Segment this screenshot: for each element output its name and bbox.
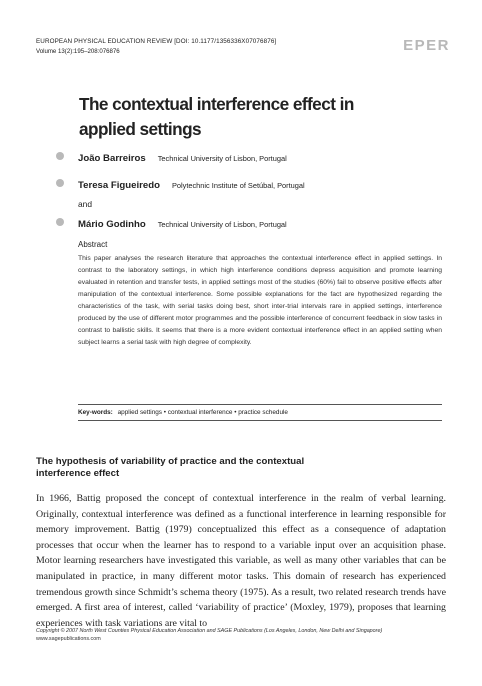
bullet-icon [56,152,64,160]
bullet-icon [56,179,64,187]
author-name: Teresa Figueiredo [78,180,160,191]
journal-header [36,37,446,57]
abstract-text: This paper analyses the research literature that approaches the contextual interference effect in applied settings. In contrast to the laboratory settings, in which high interference conditions depress acquisition and promote learning evaluated in retention and transfer tests, in applied settings most of the studies (60%) fail to observe positive effects after manipulation of the contextual interference. Some possible explanations for the fact are hypothesized regarding the characteristics of the task, with serial tasks doing best, short inter-trial intervals rare in applied settings, interference produced by the use of different motor programmes and the possible interference of concurrent feedback in slow tasks in contrast to ballistic skills. It seems that there is a more evident contextual interference effect in an applied setting when subject learns a serial task with high degree of complexity. [78,255,442,346]
section-body: In 1966, Battig proposed the concept of contextual interference in the realm of verbal learning. Originally, contextual interference was defined as a functional interference in learning responsible for memory improvement. Battig (1979) conceptualized this effect as a consequence of adaptation processes that occur when the learner has to respond to a variable input over an acquisition phase. Motor learning researchers have investigated this variable, as well as many other variables that can be manipulated in practice, in many different motor tasks. This domain of research has experienced tremendous growth since Schmidt’s schema theory (1975). As a result, two related research trends have emerged. A first area of interest, called ‘variability of practice’ (Moxley, 1979), proposes that learning experiences with task variations are vital to [36,493,446,629]
section-heading: The hypothesis of variability of practice and the contextual interference effect [36,456,305,479]
journal-citation: EUROPEAN PHYSICAL EDUCATION REVIEW [DOI: 10.1177/1356336X07076876] [36,38,277,45]
journal-logo: EPER [403,37,450,54]
author-affiliation: Technical University of Lisbon, Portugal [157,220,287,229]
author-name: Mário Godinho [78,219,146,230]
keywords-text: applied settings • contextual interference • practice schedule [117,409,288,416]
author-affiliation: Technical University of Lisbon, Portugal [157,154,287,163]
author-row-3 [56,219,287,230]
keywords-label: Key-words: [78,409,113,416]
bullet-icon [56,218,64,226]
author-affiliation: Polytechnic Institute of Setúbal, Portugal [171,181,305,190]
publisher-url[interactable]: www.sagepublications.com [36,635,101,642]
author-row-1 [56,153,287,164]
article-title: The contextual interference effect in applied settings [79,94,354,139]
keywords-box [78,404,442,421]
abstract-heading: Abstract [78,240,108,249]
footer [36,628,446,643]
author-name: João Barreiros [78,153,146,164]
author-row-2 [56,180,305,191]
journal-volume: Volume 13(2):195–208:076876 [36,48,120,55]
copyright-text: Copyright © 2007 North West Counties Physical Education Association and SAGE Publications (Los Angeles, London, New Delhi and Singapore) [36,628,383,634]
and-text: and [78,199,92,209]
